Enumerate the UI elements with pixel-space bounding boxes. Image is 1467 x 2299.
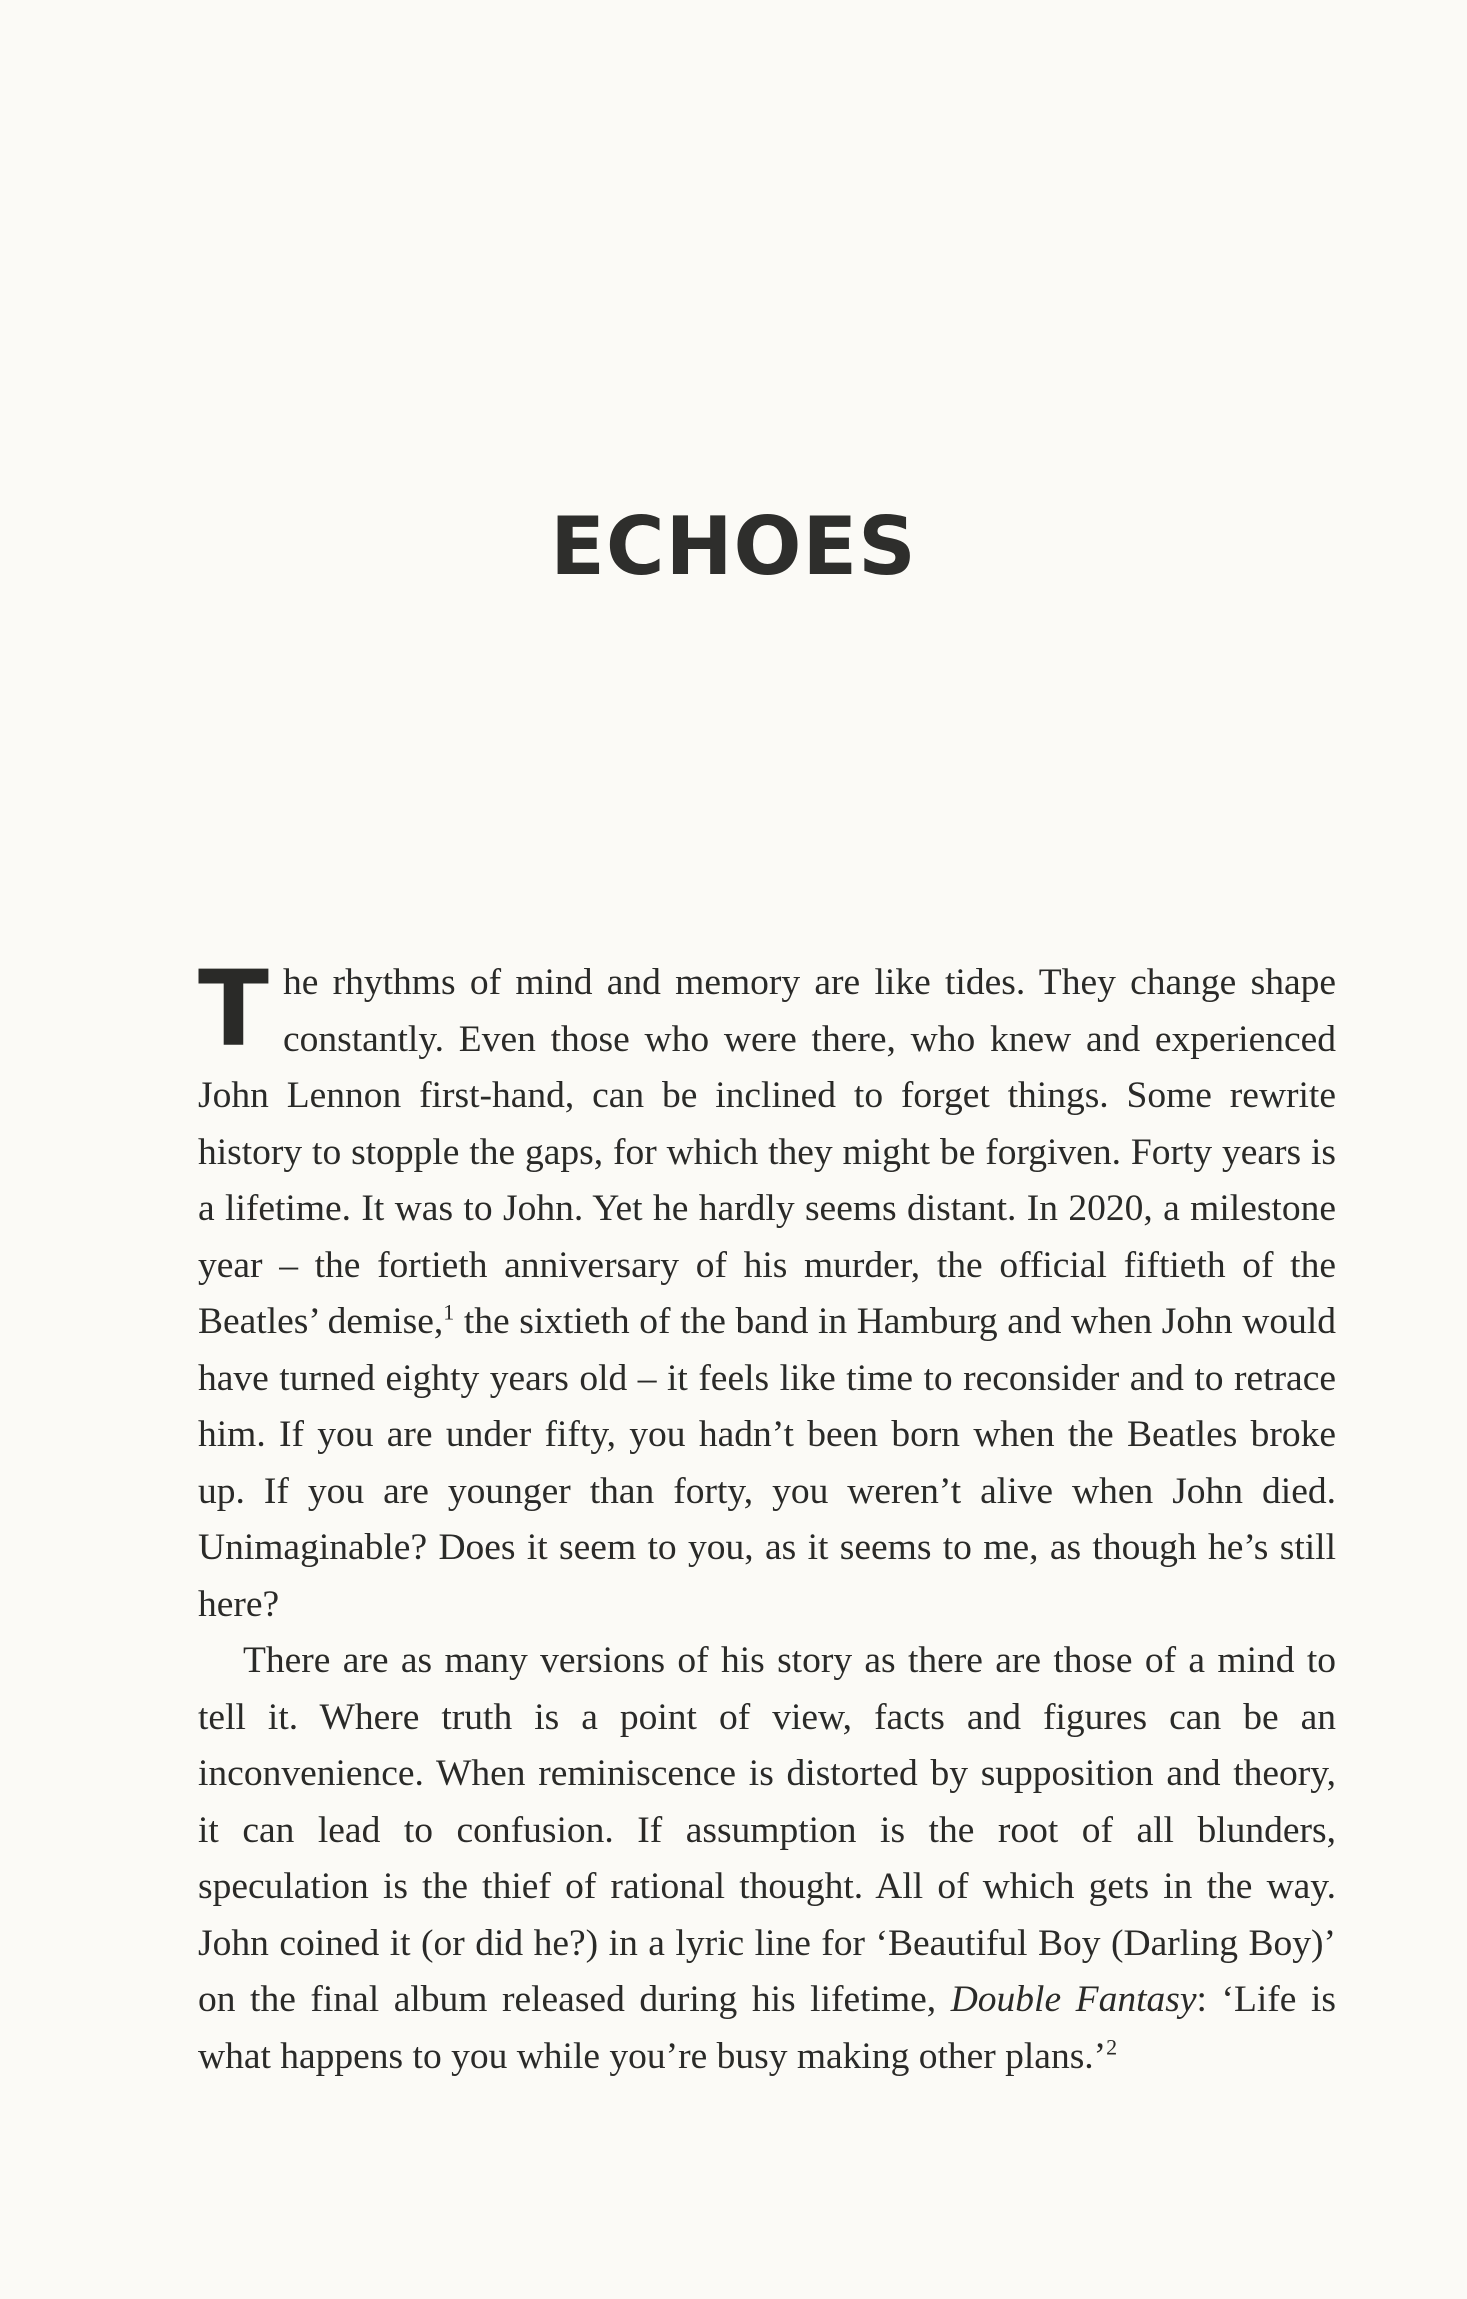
chapter-body	[198, 948, 1336, 2085]
paragraph-1-text-a: he rhythms of mind and memory are like tides. They change shape constantly. Even those who were there, who knew and experienced John Lennon first-hand, can be inclined to forget things. Some rewrite history to stopple the gaps, for which they might be forgiven. Forty years is a lifetime. It was to John. Yet he hardly seems distant. In 2020, a milestone year – the fortieth anniversary of his murder, the official fiftieth of the Beatles’ demise,	[198, 962, 1336, 1342]
paragraph-2-text-b: : ‘Life is what happens to you while you’re busy making other plans.’	[198, 1979, 1336, 2077]
album-title: Double Fantasy	[950, 1979, 1197, 2020]
paragraph-2	[198, 1633, 1336, 2085]
footnote-ref-1[interactable]: 1	[443, 1299, 455, 1325]
chapter-title: ECHOES	[550, 500, 917, 593]
paragraph-1	[198, 948, 1336, 1633]
paragraph-1-text-b: the sixtieth of the band in Hamburg and when John would have turned eighty years old – it feels like time to reconsider and to retrace him. If you are under fifty, you hadn’t been born when the Beatles broke up. If you are younger than forty, you weren’t alive when John died. Unimaginable? Does it seem to you, as it seems to me, as though he’s still here?	[198, 1301, 1336, 1625]
paragraph-2-text-a: There are as many versions of his story as there are those of a mind to tell it. Where truth is a point of view, facts and figures can be an inconvenience. When reminiscence is distorted by supposition and theory, it can lead to confusion. If assumption is the root of all blunders, speculation is the thief of rational thought. All of which gets in the way. John coined it (or did he?) in a lyric line for ‘Beautiful Boy (Darling Boy)’ on the final album released during his lifetime,	[198, 1640, 1336, 2020]
footnote-ref-2[interactable]: 2	[1106, 2034, 1118, 2059]
drop-cap: T	[198, 948, 269, 1070]
